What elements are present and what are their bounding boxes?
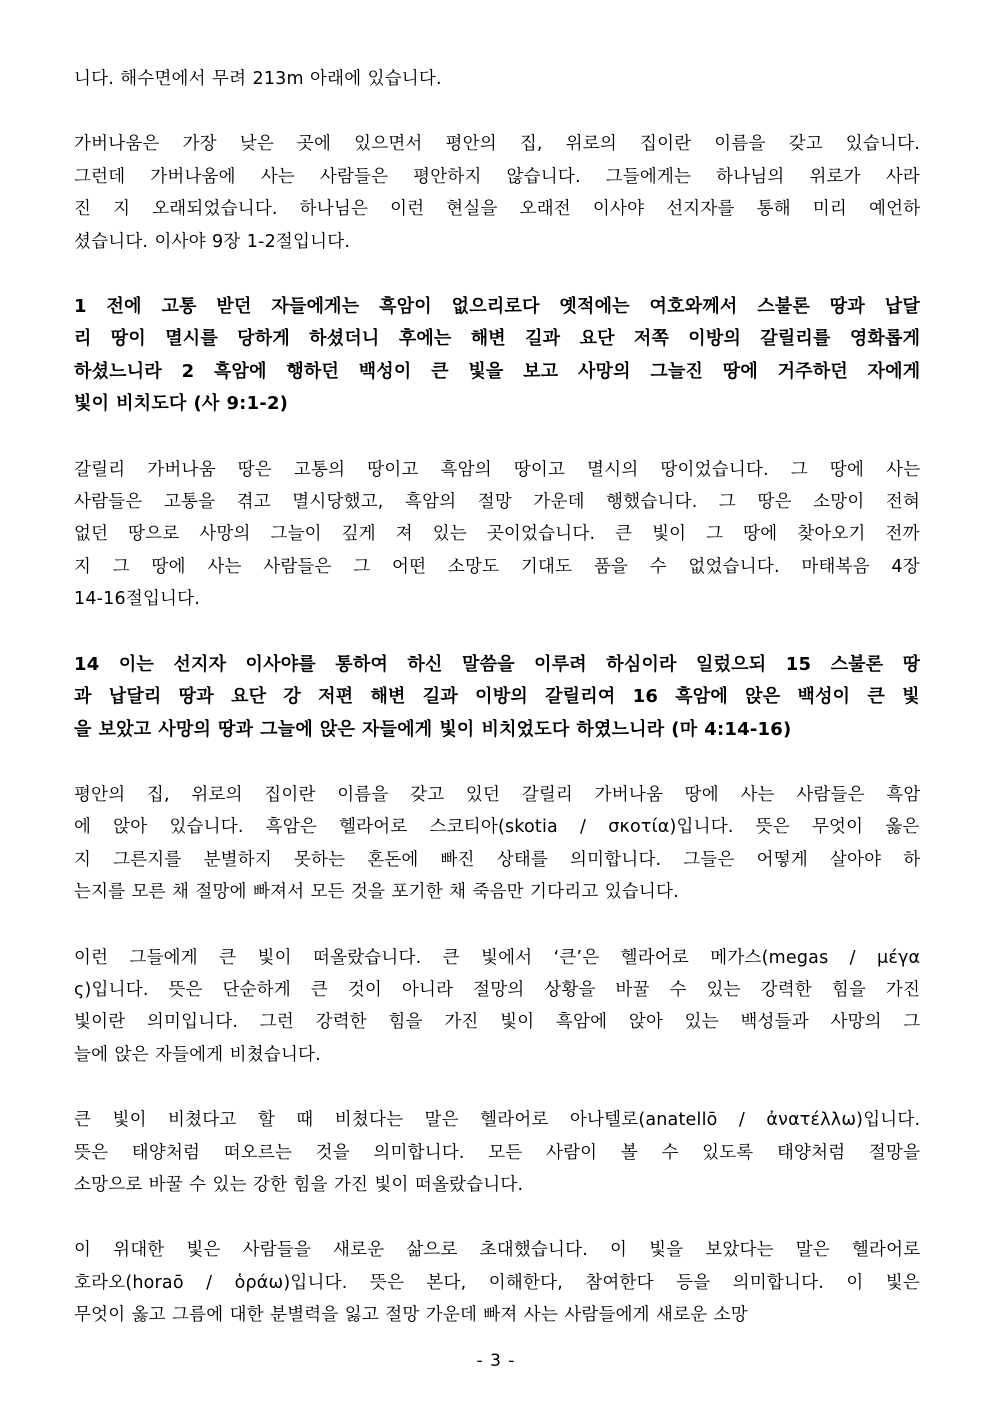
text-line: ς)입니다. 뜻은 단순하게 큰 것이 아니라 절망의 상황을 바꿀 수 있는 강력한 힘을 가진 [74,979,920,1000]
scripture-quote [74,649,920,746]
page-number: - 3 - [476,1351,516,1371]
text-line: 지 그 땅에 사는 사람들은 그 어떤 소망도 기대도 품을 수 없었습니다. 마태복음 4장 [74,556,920,577]
paragraph [74,1234,920,1331]
text-line: 뜻은 태양처럼 떠오르는 것을 의미합니다. 모든 사람이 볼 수 있도록 태양처럼 절망을 [74,1142,920,1163]
text-line: 셨습니다. 이사야 9장 1-2절입니다. [74,231,351,252]
paragraph [74,1104,920,1201]
text-line: 늘에 앉은 자들에게 비쳤습니다. [74,1044,321,1065]
paragraph [74,942,920,1072]
text-line: 이런 그들에게 큰 빛이 떠올랐습니다. 큰 빛에서 ‘큰’은 헬라어로 메가스(megas / μέγα [74,947,920,968]
text-line: 지 그른지를 분별하지 못하는 혼돈에 빠진 상태를 의미합니다. 그들은 어떻게 살아야 하 [74,849,920,870]
text-line: 리 땅이 멸시를 당하게 하셨더니 후에는 해변 길과 요단 저쪽 이방의 갈릴리를 영화롭게 [74,328,920,350]
paragraph [74,63,920,95]
text-line: 갈릴리 가버나움 땅은 고통의 땅이고 흑암의 땅이고 멸시의 땅이었습니다. 그 땅에 사는 [74,459,920,480]
text-line: 사람들은 고통을 겪고 멸시당했고, 흑암의 절망 가운데 행했습니다. 그 땅은 소망이 전혀 [74,492,920,513]
text-line: 진 지 오래되었습니다. 하나님은 이런 현실을 오래전 이사야 선지자를 통해 미리 예언하 [74,199,920,220]
text-line: 니다. 해수면에서 무려 213m 아래에 있습니다. [74,69,442,89]
text-line: 에 앉아 있습니다. 흑암은 헬라어로 스코티아(skotia / σκοτία)입니다. 뜻은 무엇이 옳은 [74,817,920,838]
text-line: 큰 빛이 비쳤다고 할 때 비쳤다는 말은 헬라어로 아나텔로(anatellō / ἀνατέλλω)입니다. [74,1110,920,1131]
text-line: 이 위대한 빛은 사람들을 새로운 삶으로 초대했습니다. 이 빛을 보았다는 말은 헬라어로 [74,1240,920,1261]
text-line: 평안의 집, 위로의 집이란 이름을 갖고 있던 갈릴리 가버나움 땅에 사는 사람들은 흑암 [74,784,920,805]
paragraph [74,454,920,616]
text-line: 가버나움은 가장 낮은 곳에 있으면서 평안의 집, 위로의 집이란 이름을 갖고 있습니다. [74,134,920,155]
scripture-quote [74,291,920,421]
text-line: 호라오(horaō / ὁράω)입니다. 뜻은 본다, 이해한다, 참여한다 등을 의미합니다. 이 빛은 [74,1272,920,1293]
text-line: 무엇이 옳고 그름에 대한 분별력을 잃고 절망 가운데 빠져 사는 사람들에게 새로운 소망 [74,1305,748,1326]
paragraph [74,128,920,258]
text-line: 빛이란 의미입니다. 그런 강력한 힘을 가진 빛이 흑암에 앉아 있는 백성들과 사망의 그 [74,1012,920,1033]
text-line: 14 이는 선지자 이사야를 통하여 하신 말씀을 이루려 하심이라 일렀으되 15 스불론 땅 [74,653,920,675]
text-line: 14-16절입니다. [74,589,201,610]
text-line: 그런데 가버나움에 사는 사람들은 평안하지 않습니다. 그들에게는 하나님의 위로가 사라 [74,166,920,187]
text-line: 소망으로 바꿀 수 있는 강한 힘을 가진 빛이 떠올랐습니다. [74,1174,524,1195]
text-line: 1 전에 고통 받던 자들에게는 흑암이 없으리로다 옛적에는 여호와께서 스불론 땅과 납달 [74,296,920,318]
text-line: 는지를 모른 채 절망에 빠져서 모든 것을 포기한 채 죽음만 기다리고 있습니다. [74,882,679,903]
text-line: 빛이 비치도다 (사 9:1-2) [74,393,289,415]
text-line: 없던 땅으로 사망의 그늘이 깊게 져 있는 곳이었습니다. 큰 빛이 그 땅에 찾아오기 전까 [74,524,920,545]
document-body [74,63,920,1332]
text-line: 을 보았고 사망의 땅과 그늘에 앉은 자들에게 빛이 비치었도다 하였느니라 (마 4:14-16) [74,718,792,740]
text-line: 하셨느니라 2 흑암에 행하던 백성이 큰 빛을 보고 사망의 그늘진 땅에 거주하던 자에게 [74,360,920,382]
paragraph [74,779,920,909]
text-line: 과 납달리 땅과 요단 강 저편 해변 길과 이방의 갈릴리여 16 흑암에 앉은 백성이 큰 빛 [74,686,920,708]
